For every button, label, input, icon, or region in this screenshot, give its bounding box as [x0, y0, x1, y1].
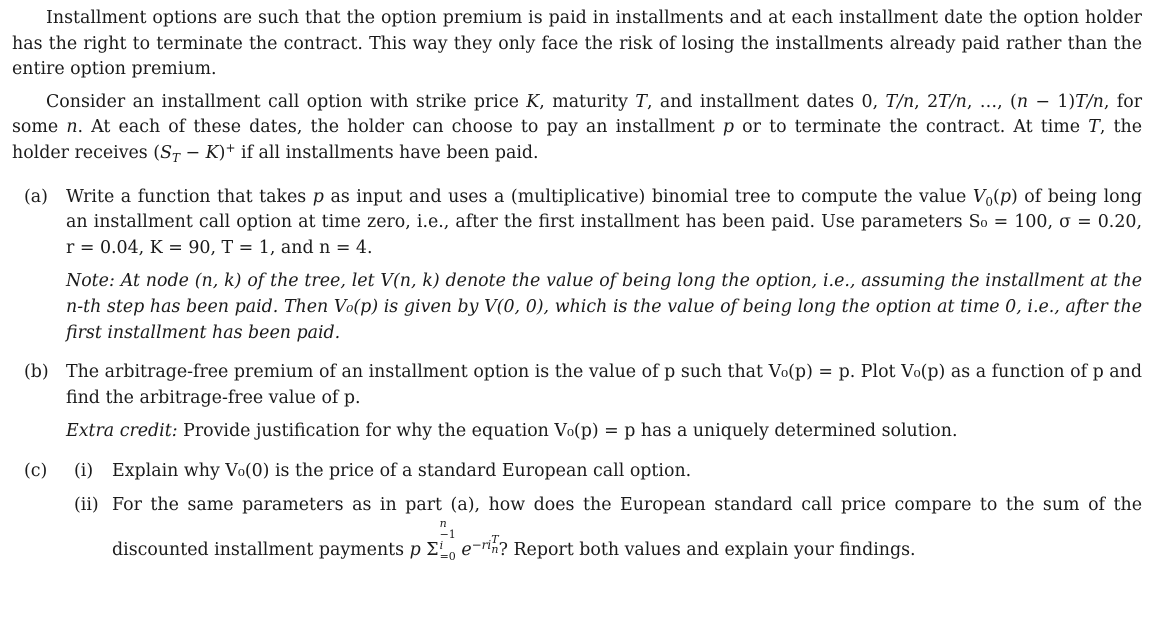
part-a	[12, 185, 1142, 347]
part-b	[12, 360, 1142, 445]
intro-paragraph-2: Consider an installment call option with strike price K, maturity T, and installment dates 0, T/n, 2T/n, …, (n − 1)T/n, for some n. At each of these dates, the holder can choose to pay an installment p or to terminate the contract. At time T, the holder receives $(S_T - K)^+$ if all installments have been paid.	[12, 91, 1143, 165]
part-c-i-text: Explain why V₀(0) is the price of a standard European call option.	[112, 460, 692, 481]
part-c-ii	[62, 493, 1142, 564]
part-c-ii-label: (ii)	[74, 494, 99, 515]
part-c	[12, 459, 1142, 564]
problem-document	[12, 6, 1142, 564]
part-b-extra-credit: Extra credit: Provide justification for why the equation V₀(p) = p has a uniquely determined solution.	[66, 421, 958, 442]
part-c-i	[62, 459, 1142, 485]
part-b-text: The arbitrage-free premium of an installment option is the value of p such that V₀(p) = p. Plot V₀(p) as a function of p and find the arbitrage-free value of p.	[66, 362, 1142, 408]
part-c-i-label: (i)	[74, 460, 94, 481]
part-c-label: (c)	[24, 460, 48, 481]
part-a-params: S₀ = 100, σ = 0.20, r = 0.04, K = 90, T = 1, and n = 4.	[66, 212, 1142, 258]
part-a-note: Note: At node (n, k) of the tree, let V(n, k) denote the value of being long the option, i.e., assuming the installment at the n-th step has been paid. Then V₀(p) is given by V(0, 0), which is the value of being long the option at time 0, i.e., after the first installment has been paid.	[66, 271, 1142, 343]
part-c-ii-text: For the same parameters as in part (a), how does the European standard call price compare to the sum of the discounted installment payments p Σ n −1 i =0 $e^{-ri T n}$ ? Report both values and explain your findings.	[112, 494, 1142, 564]
part-b-label: (b)	[24, 362, 49, 383]
part-a-label: (a)	[24, 186, 48, 207]
part-a-text: Write a function that takes p as input and uses a (multiplicative) binomial tree to compute the value $V_0(p)$ of being long an installment call option at time zero, i.e., after the first installment has been paid. Use parameters S₀ = 100, σ = 0.20, r = 0.04, K = 90, T = 1, and n = 4.	[66, 186, 1142, 258]
intro-paragraph-1: Installment options are such that the option premium is paid in installments and at each installment date the option holder has the right to terminate the contract. This way they only face the risk of losing the installments already paid rather than the entire option premium.	[12, 8, 1142, 80]
